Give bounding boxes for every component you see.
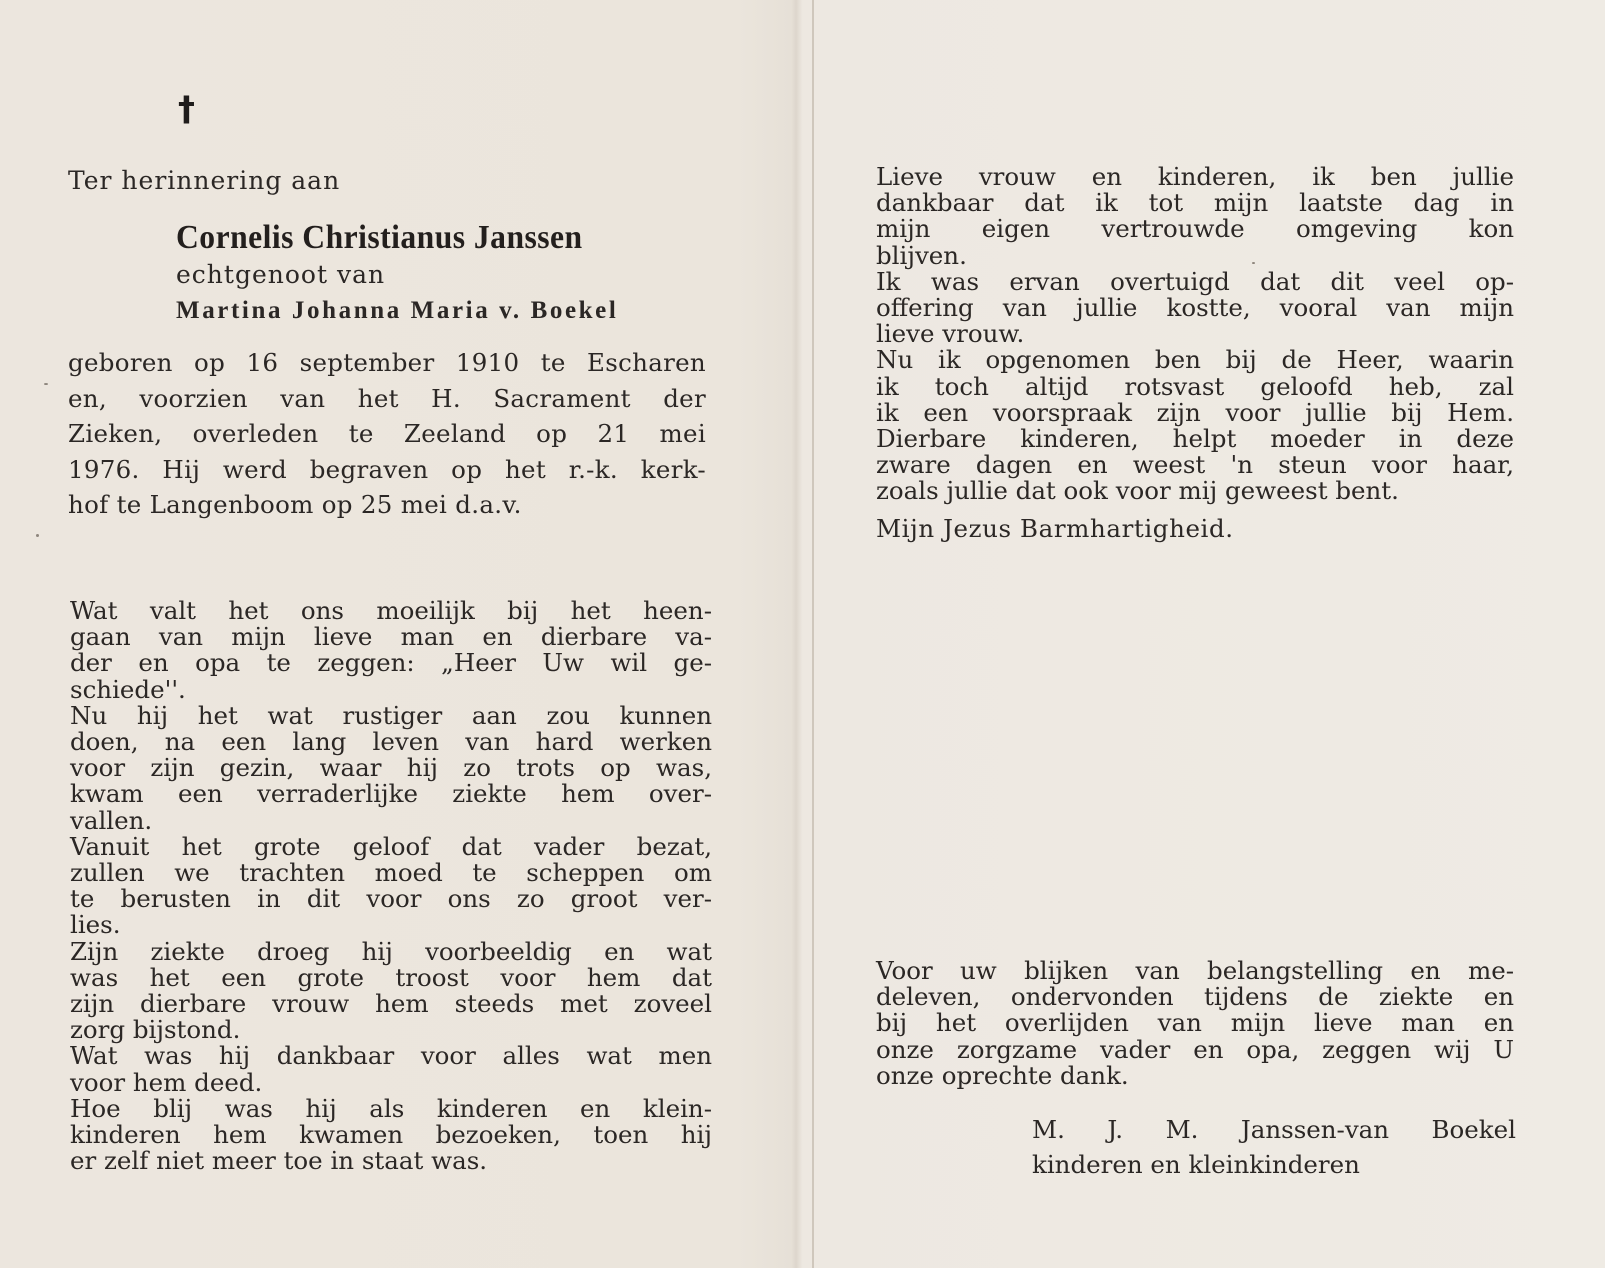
tribute-line: Wat was hij dankbaar voor alles wat men xyxy=(70,1041,712,1071)
biography-paragraph xyxy=(68,345,706,523)
tribute-line: doen, na een lang leven van hard werken xyxy=(70,727,712,757)
tribute-line: der en opa te zeggen: „Heer Uw wil ge- xyxy=(70,648,712,678)
letter-line: Lieve vrouw en kinderen, ik ben jullie xyxy=(876,162,1514,191)
thanks-line: Voor uw blijken van belangstelling en me- xyxy=(876,956,1514,985)
tribute-line: Zijn ziekte droeg hij voorbeeldig en wat xyxy=(70,936,712,966)
deceased-name: Cornelis Christianus Janssen xyxy=(176,219,583,256)
tribute-text xyxy=(70,598,712,1174)
bio-line: Zieken, overleden te Zeeland op 21 mei xyxy=(68,419,706,448)
tribute-line: Hoe blij was hij als kinderen en klein- xyxy=(70,1093,712,1123)
tribute-line: te berusten in dit voor ons zo groot ver- xyxy=(70,884,712,914)
tribute-line: vallen. xyxy=(70,805,153,835)
letter-line: Nu ik opgenomen ben bij de Heer, waarin xyxy=(876,345,1514,375)
tribute-line: kinderen hem kwamen bezoeken, toen hij xyxy=(70,1120,712,1150)
letter-line: zoals jullie dat ook voor mij geweest bent. xyxy=(876,476,1399,506)
signature-family: kinderen en kleinkinderen xyxy=(1032,1150,1360,1179)
cross-icon: † xyxy=(178,89,195,129)
letter-line: ik toch altijd rotsvast geloofd heb, zal xyxy=(876,371,1514,401)
thanks-line: deleven, ondervonden tijdens de ziekte en xyxy=(876,982,1514,1012)
letter-line: ik een voorspraak zijn voor jullie bij Hem. xyxy=(876,397,1514,427)
tribute-line: voor zijn gezin, waar hij zo trots op was, xyxy=(70,753,712,783)
letter-line: Dierbare kinderen, helpt moeder in deze xyxy=(876,424,1514,454)
letter-line: blijven. xyxy=(876,240,967,270)
tribute-line: kwam een verraderlijke ziekte hem over- xyxy=(70,779,712,809)
letter-line: zware dagen en weest 'n steun voor haar, xyxy=(876,450,1514,480)
thanks-line: onze oprechte dank. xyxy=(876,1060,1129,1090)
tribute-line: voor hem deed. xyxy=(70,1067,263,1097)
bio-line: geboren op 16 september 1910 te Escharen xyxy=(68,348,706,377)
tribute-line: Vanuit het grote geloof dat vader bezat, xyxy=(70,831,712,861)
tribute-line: zijn dierbare vrouw hem steeds met zoveel xyxy=(70,989,712,1019)
bio-line: hof te Langenboom op 25 mei d.a.v. xyxy=(68,490,522,519)
tribute-line: zorg bijstond. xyxy=(70,1015,241,1045)
tribute-line: zullen we trachten moed te scheppen om xyxy=(70,858,712,888)
intro-text: Ter herinnering aan xyxy=(68,166,341,195)
tribute-line: was het een grote troost voor hem dat xyxy=(70,962,712,992)
thanks-line: onze zorgzame vader en opa, zeggen wij U xyxy=(876,1034,1514,1064)
paper-speck xyxy=(1252,262,1255,264)
paper-speck xyxy=(36,534,39,537)
tribute-line: Wat valt het ons moeilijk bij het heen- xyxy=(70,596,712,625)
name-block xyxy=(176,218,716,330)
letter-line: Ik was ervan overtuigd dat dit veel op- xyxy=(876,266,1514,296)
tribute-line: er zelf niet meer toe in staat was. xyxy=(70,1146,488,1176)
tribute-line: schiede''. xyxy=(70,674,186,704)
paper-speck xyxy=(44,383,48,385)
letter-line: offering van jullie kostte, vooral van mijn xyxy=(876,293,1514,323)
signature-name: M. J. M. Janssen-van Boekel xyxy=(1032,1115,1516,1144)
tribute-line: Nu hij het wat rustiger aan zou kunnen xyxy=(70,700,712,730)
letter-line: dankbaar dat ik tot mijn laatste dag in xyxy=(876,188,1514,218)
bio-line: 1976. Hij werd begraven op het r.-k. kerk- xyxy=(68,454,706,484)
letter-line: lieve vrouw. xyxy=(876,319,1025,349)
signature-block xyxy=(1032,1112,1516,1182)
farewell-letter xyxy=(876,164,1514,505)
spouse-name: Martina Johanna Maria v. Boekel xyxy=(176,297,619,324)
thanks-paragraph xyxy=(876,958,1514,1089)
tribute-line: gaan van mijn lieve man en dierbare va- xyxy=(70,622,712,652)
closing-prayer: Mijn Jezus Barmhartigheid. xyxy=(876,514,1234,543)
spouse-label: echtgenoot van xyxy=(176,260,386,289)
bio-line: en, voorzien van het H. Sacrament der xyxy=(68,383,706,413)
tribute-line: lies. xyxy=(70,910,121,940)
letter-line: mijn eigen vertrouwde omgeving kon xyxy=(876,214,1514,244)
thanks-line: bij het overlijden van mijn lieve man en xyxy=(876,1008,1514,1038)
